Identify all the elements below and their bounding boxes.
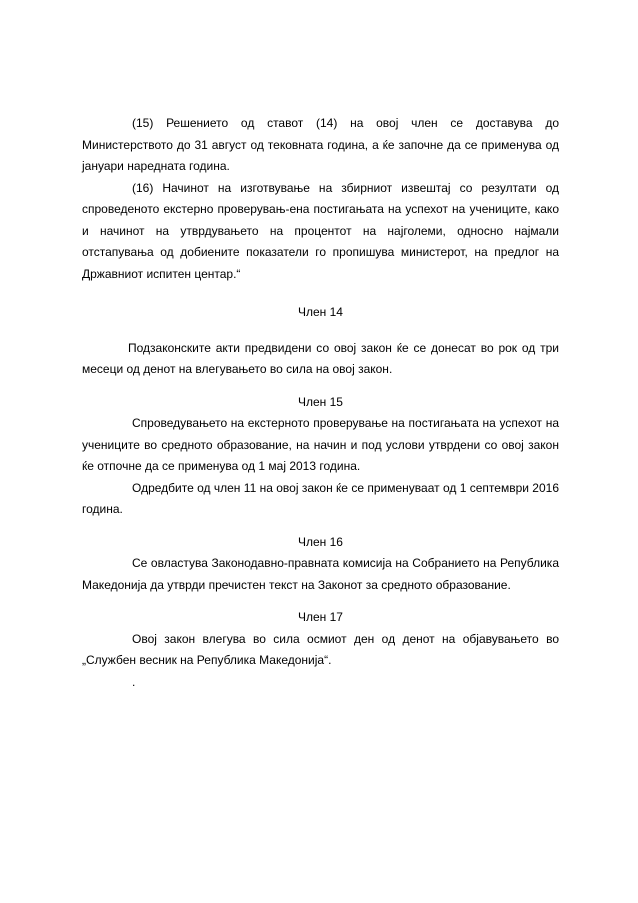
paragraph-15: (15) Решението од ставот (14) на овој член се доставува до Министерството до 31 август од тековната година, а ќе започне да се применува од јануари наредната година. [82, 116, 559, 173]
article-15-body-2: Одредбите од член 11 на овој закон ќе се применуваат од 1 септември 2016 година. [82, 480, 559, 516]
article-16-body: Се овластува Законодавно-правната комисија на Собранието на Република Македонија да утврди пречистен текст на Законот за средното образование. [82, 556, 559, 592]
spacer [82, 285, 559, 302]
paragraph-16: (16) Начинот на изготвување на збирниот извештај со резултати од спроведеното екстерно проверувањ-ена постигањата на успехот на учениците, како и начинот на утврдувањето на процентот на најголеми, односно најмали отстапувања од добиените показатели го пропишува министерот, на предлог на Државниот испитен центар.“ [82, 180, 559, 281]
article-14-heading: Член 14 [298, 305, 343, 319]
article-17-body: Овој закон влегува во сила осмиот ден од денот на објавувањето во „Службен весник на Република Македонија“. [82, 631, 559, 667]
article-15-body-1: Спроведувањето на екстерното проверување на постигањата на успехот на учениците во средното образование, на начин и под услови утврдени со овој закон ќе отпочне да се применува од 1 мај 2013 година. [82, 416, 559, 473]
article-16-heading: Член 16 [298, 534, 343, 549]
spacer [82, 596, 559, 607]
document-body [82, 113, 559, 693]
trailing-dot: . [132, 674, 136, 689]
spacer [82, 521, 559, 532]
spacer [82, 324, 559, 338]
article-14-body: Подзаконските акти предвидени со овој закон ќе се донесат во рок од три месеци од денот на влегувањето во сила на овој закон. [82, 340, 559, 376]
spacer [82, 381, 559, 392]
article-17-heading: Член 17 [298, 610, 343, 624]
article-15-heading: Член 15 [298, 394, 343, 409]
